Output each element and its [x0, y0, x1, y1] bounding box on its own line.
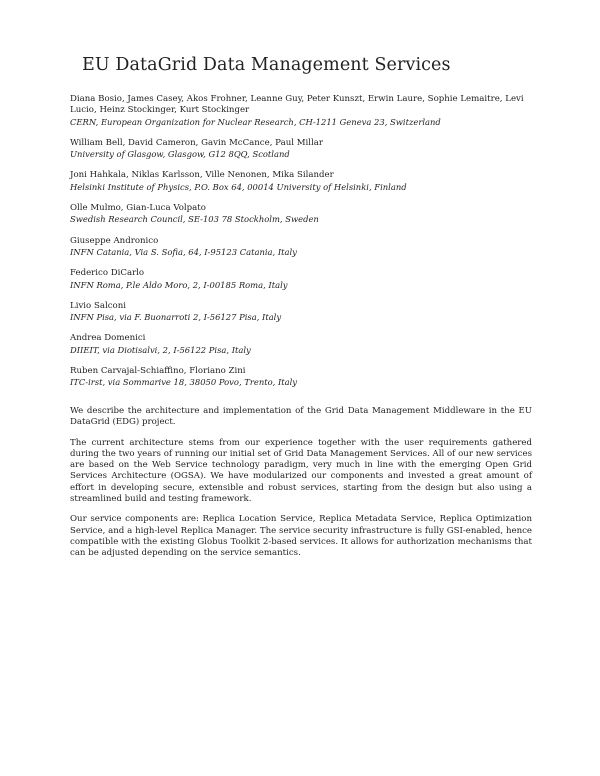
author-names: Andrea Domenici	[70, 333, 146, 344]
author-group	[70, 170, 540, 193]
author-list	[70, 94, 540, 399]
author-names: Livio Salconi	[70, 300, 126, 311]
author-names: Olle Mulmo, Gian-Luca Volpato	[70, 203, 206, 214]
author-affiliation: CERN, European Organization for Nuclear Research, CH-1211 Geneva 23, Switzerland	[70, 116, 441, 127]
author-affiliation: Swedish Research Council, SE-103 78 Stockholm, Sweden	[70, 214, 319, 225]
author-affiliation: Helsinki Institute of Physics, P.O. Box 64, 00014 University of Helsinki, Finland	[70, 181, 407, 192]
author-group	[70, 333, 540, 356]
author-group	[70, 366, 540, 389]
author-affiliation: INFN Pisa, via F. Buonarroti 2, I-56127 Pisa, Italy	[70, 312, 282, 323]
author-group	[70, 94, 540, 128]
abstract-paragraph: We describe the architecture and implementation of the Grid Data Management Middleware in the EU DataGrid (EDG) project.	[70, 406, 532, 428]
author-names: Ruben Carvajal-Schiaffino, Floriano Zini	[70, 366, 246, 377]
abstract	[70, 406, 532, 569]
author-affiliation: DIIEIT, via Diotisalvi, 2, I-56122 Pisa, Italy	[70, 344, 251, 355]
author-group	[70, 268, 540, 291]
author-names: Federico DiCarlo	[70, 268, 145, 279]
abstract-paragraph: The current architecture stems from our experience together with the user requirements gathered during the two years of running our initial set of Grid Data Management Services. All of our new services are based on the Web Service technology paradigm, very much in line with the emerging Open Grid Services Architecture (OGSA). We have modularized our components and invested a great amount of effort in developing secure, extensible and robust services, starting from the design but also using a streamlined build and testing framework.	[70, 437, 532, 505]
author-names: Joni Hahkala, Niklas Karlsson, Ville Nenonen, Mika Silander	[70, 170, 334, 181]
author-affiliation: INFN Roma, P.le Aldo Moro, 2, I-00185 Roma, Italy	[70, 279, 288, 290]
author-names: Giuseppe Andronico	[70, 235, 159, 246]
author-group	[70, 203, 540, 226]
author-affiliation: University of Glasgow, Glasgow, G12 8QQ, Scotland	[70, 149, 290, 160]
author-affiliation: INFN Catania, Via S. Sofia, 64, I-95123 Catania, Italy	[70, 246, 297, 257]
author-group	[70, 138, 540, 161]
author-group	[70, 236, 540, 259]
paper-title: EU DataGrid Data Management Services	[82, 55, 451, 75]
author-group	[70, 301, 540, 324]
author-affiliation: ITC-irst, via Sommarive 18, 38050 Povo, Trento, Italy	[70, 377, 298, 388]
abstract-paragraph: Our service components are: Replica Location Service, Replica Metadata Service, Replica Optimization Service, and a high-level Replica Manager. The service security infrastructure is fully GSI-enabled, hence compatible with the existing Globus Toolkit 2-based services. It allows for authorization mechanisms that can be adjusted depending on the service semantics.	[70, 514, 532, 559]
author-names: William Bell, David Cameron, Gavin McCance, Paul Millar	[70, 137, 323, 148]
author-names: Diana Bosio, James Casey, Akos Frohner, Leanne Guy, Peter Kunszt, Erwin Laure, Sophie Lemaitre, Levi Lucio, Heinz Stockinger, Kurt Stockinger	[70, 94, 524, 116]
